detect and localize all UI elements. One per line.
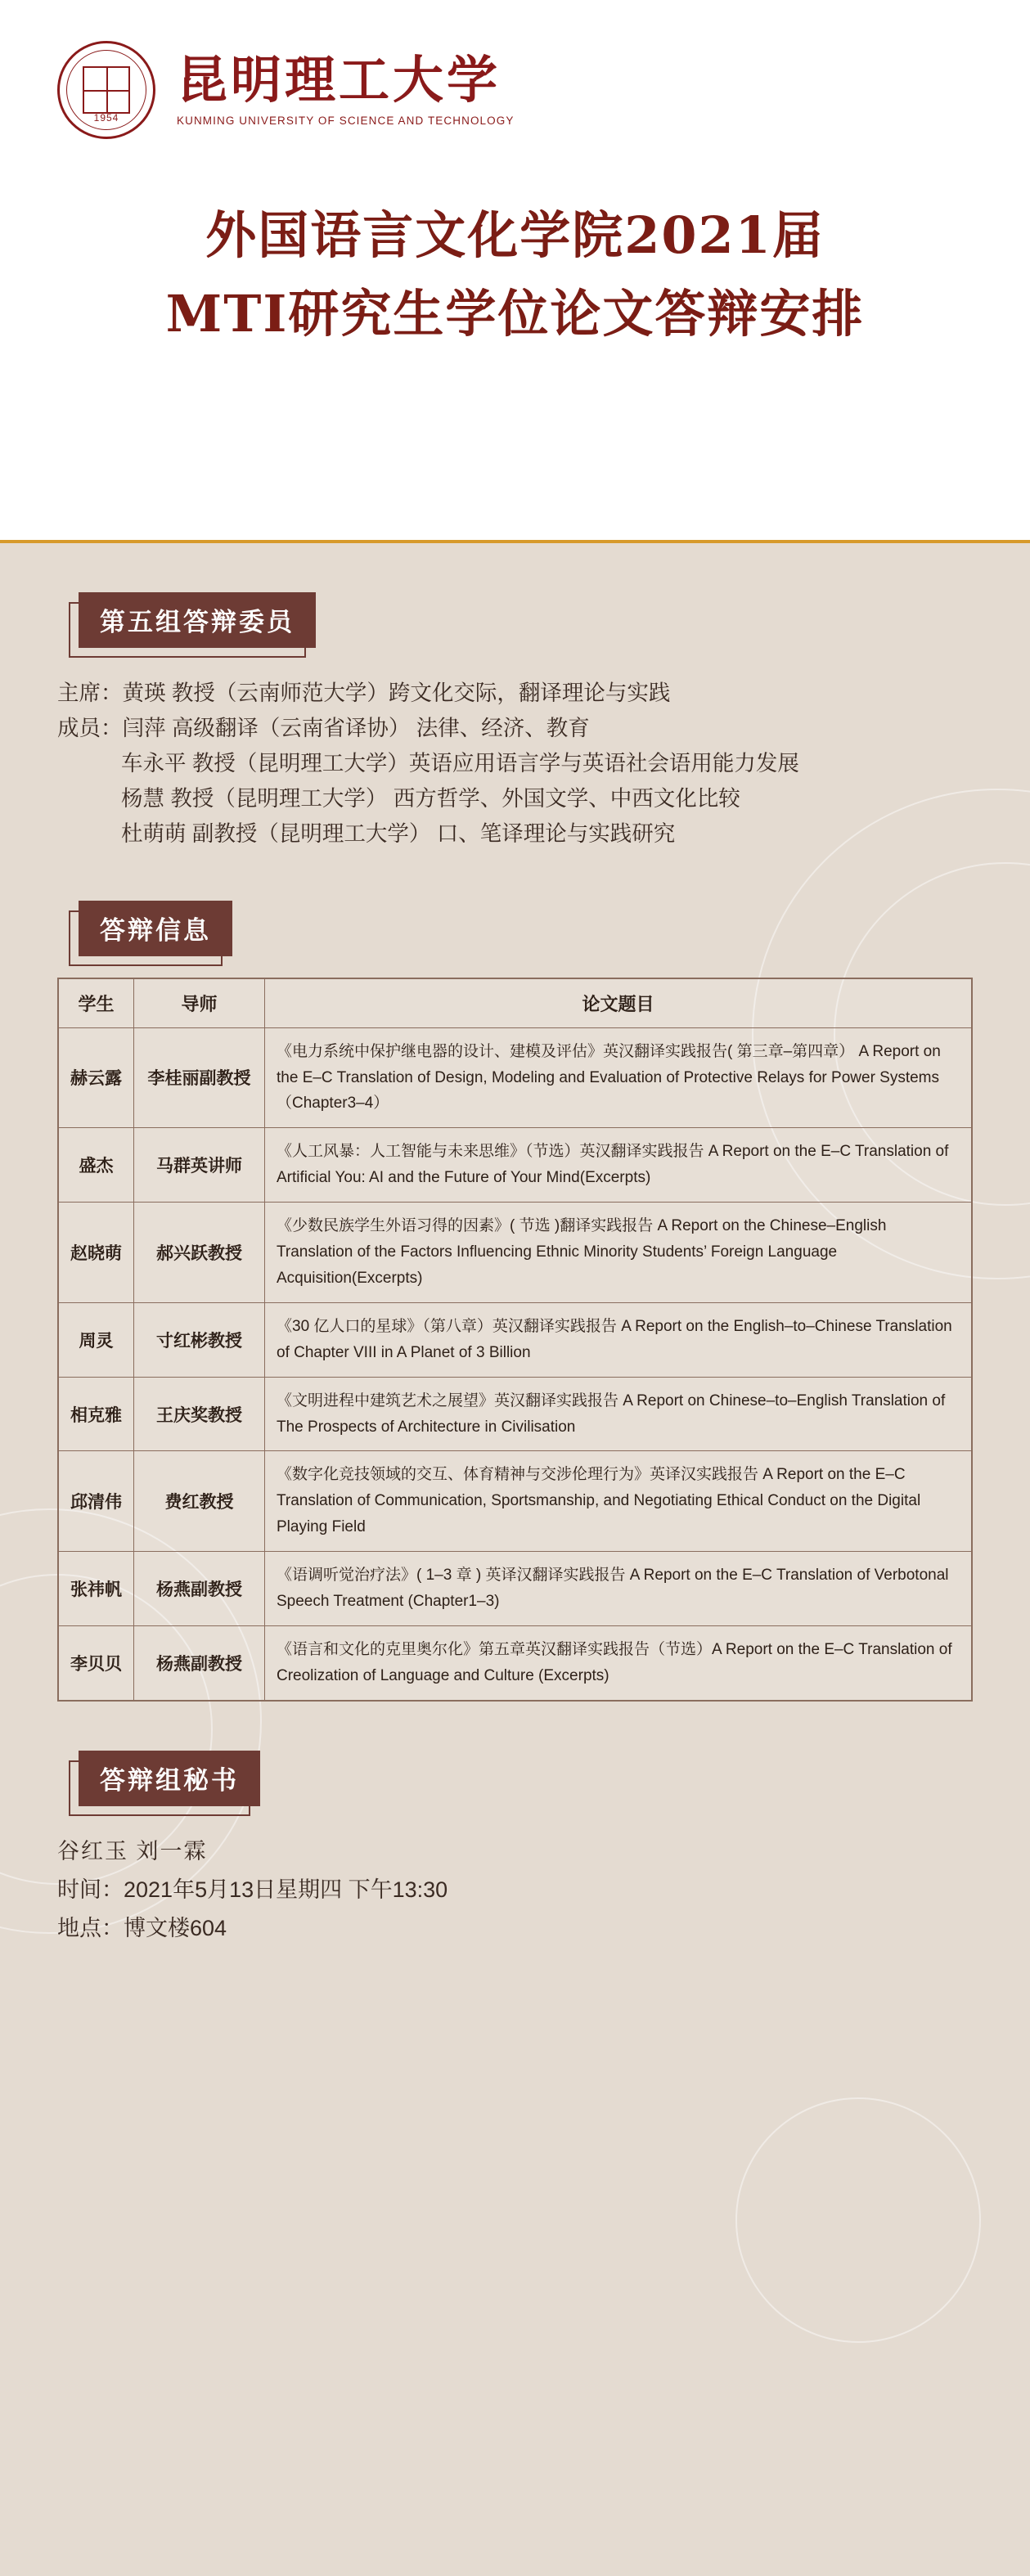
cell-student: 赫云露 <box>59 1027 134 1128</box>
cell-student: 盛杰 <box>59 1128 134 1203</box>
table-row <box>59 1027 972 1128</box>
committee-member-3: 杜萌萌 副教授（昆明理工大学） 口、笔译理论与实践研究 <box>121 820 676 846</box>
cell-student: 李贝贝 <box>59 1626 134 1701</box>
defense-schedule-table <box>57 978 973 1702</box>
cell-advisor: 李桂丽副教授 <box>134 1027 265 1128</box>
university-logo-row <box>0 0 1030 139</box>
cell-thesis-title: 《30 亿人口的星球》（第八章）英汉翻译实践报告 A Report on the English–to–Chinese Translation of Chapter VIII in A Planet of 3 Billion <box>265 1302 972 1377</box>
university-name-cn: 昆明理工大学 <box>177 49 502 110</box>
committee-chair-text: 黄瑛 教授（云南师范大学）跨文化交际，翻译理论与实践 <box>122 681 671 705</box>
secretary-names: 谷红玉 刘一霖 <box>57 1838 208 1863</box>
cell-student: 周灵 <box>59 1302 134 1377</box>
content-panel <box>0 540 1030 2576</box>
cell-advisor: 郝兴跃教授 <box>134 1203 265 1303</box>
table-row <box>59 1552 972 1626</box>
cell-advisor: 寸红彬教授 <box>134 1302 265 1377</box>
committee-member-row <box>57 711 973 746</box>
committee-chair-label: 主席： <box>57 681 123 705</box>
cell-thesis-title: 《人工风暴：人工智能与未来思维》（节选）英汉翻译实践报告 A Report on the E–C Translation of Artificial You: AI and the Future of Your Mind(Excerpts) <box>265 1128 972 1203</box>
cell-student: 邱清伟 <box>59 1451 134 1552</box>
committee-chair-row <box>57 676 973 711</box>
section-heading-committee: 第五组答辩委员 <box>79 592 316 648</box>
seal-year-label: 1954 <box>93 112 119 124</box>
cell-advisor: 杨燕副教授 <box>134 1552 265 1626</box>
page-title-line-2: MTI研究生学位论文答辩安排 <box>165 284 865 344</box>
decorative-circle <box>735 2097 981 2343</box>
university-name-en: KUNMING UNIVERSITY OF SCIENCE AND TECHNOLOGY <box>177 115 515 128</box>
university-seal-icon <box>57 41 155 139</box>
cell-thesis-title: 《电力系统中保护继电器的设计、建模及评估》英汉翻译实践报告( 第三章–第四章） A Report on the E–C Translation of Design, Modeling and Evaluation of Protective Relays for Power Systems （Chapter3–4） <box>265 1027 972 1128</box>
page-title-line-1: 外国语言文化学院2021届 <box>205 205 825 265</box>
cell-student: 相克雅 <box>59 1377 134 1451</box>
cell-advisor: 马群英讲师 <box>134 1128 265 1203</box>
committee-members-label: 成员： <box>57 715 123 740</box>
table-row <box>59 1377 972 1451</box>
cell-advisor: 王庆奖教授 <box>134 1377 265 1451</box>
cell-thesis-title: 《文明进程中建筑艺术之展望》英汉翻译实践报告 A Report on Chinese–to–English Translation of The Prospects of Architecture in Civilisation <box>265 1377 972 1451</box>
committee-member-2: 杨慧 教授（昆明理工大学） 西方哲学、外国文学、中西文化比较 <box>121 785 740 811</box>
table-row <box>59 1302 972 1377</box>
cell-thesis-title: 《数字化竞技领域的交互、体育精神与交涉伦理行为》英译汉实践报告 A Report on the E–C Translation of Communication, Sportsmanship, and Negotiating Ethical Conduct on the Digital Playing Field <box>265 1451 972 1552</box>
column-header-advisor: 导师 <box>134 978 265 1027</box>
cell-advisor: 费红教授 <box>134 1451 265 1552</box>
table-row <box>59 1203 972 1303</box>
cell-student: 赵晓萌 <box>59 1203 134 1303</box>
defense-place: 地点：博文楼604 <box>57 1916 227 1941</box>
cell-thesis-title: 《语言和文化的克里奥尔化》第五章英汉翻译实践报告（节选）A Report on the E–C Translation of Creolization of Language and Culture (Excerpts) <box>265 1626 972 1701</box>
cell-advisor: 杨燕副教授 <box>134 1626 265 1701</box>
column-header-thesis-title: 论文题目 <box>265 978 972 1027</box>
cell-thesis-title: 《语调听觉治疗法》( 1–3 章 ) 英译汉翻译实践报告 A Report on the E–C Translation of Verbotonal Speech Treatment (Chapter1–3) <box>265 1552 972 1626</box>
cell-student: 张祎帆 <box>59 1552 134 1626</box>
section-heading-defense-info: 答辩信息 <box>79 901 232 956</box>
table-header-row <box>59 978 972 1027</box>
committee-member-0: 闫萍 高级翻译（云南省译协） 法律、经济、教育 <box>122 715 590 740</box>
defense-time: 时间：2021年5月13日星期四 下午13:30 <box>57 1877 448 1903</box>
cell-thesis-title: 《少数民族学生外语习得的因素》( 节选 )翻译实践报告 A Report on the Chinese–English Translation of the Factors Influencing Ethnic Minority Students’ Foreign Language Acquisition(Excerpts) <box>265 1203 972 1303</box>
table-row <box>59 1626 972 1701</box>
table-row <box>59 1128 972 1203</box>
column-header-student: 学生 <box>59 978 134 1027</box>
secretary-info <box>57 1832 973 1949</box>
page-header <box>0 0 1030 540</box>
logo-text-block <box>177 49 515 128</box>
committee-member-1: 车永平 教授（昆明理工大学）英语应用语言学与英语社会语用能力发展 <box>121 750 799 775</box>
section-heading-secretary: 答辩组秘书 <box>79 1751 260 1806</box>
page-title <box>0 196 1030 353</box>
committee-list <box>57 676 973 852</box>
table-row <box>59 1451 972 1552</box>
